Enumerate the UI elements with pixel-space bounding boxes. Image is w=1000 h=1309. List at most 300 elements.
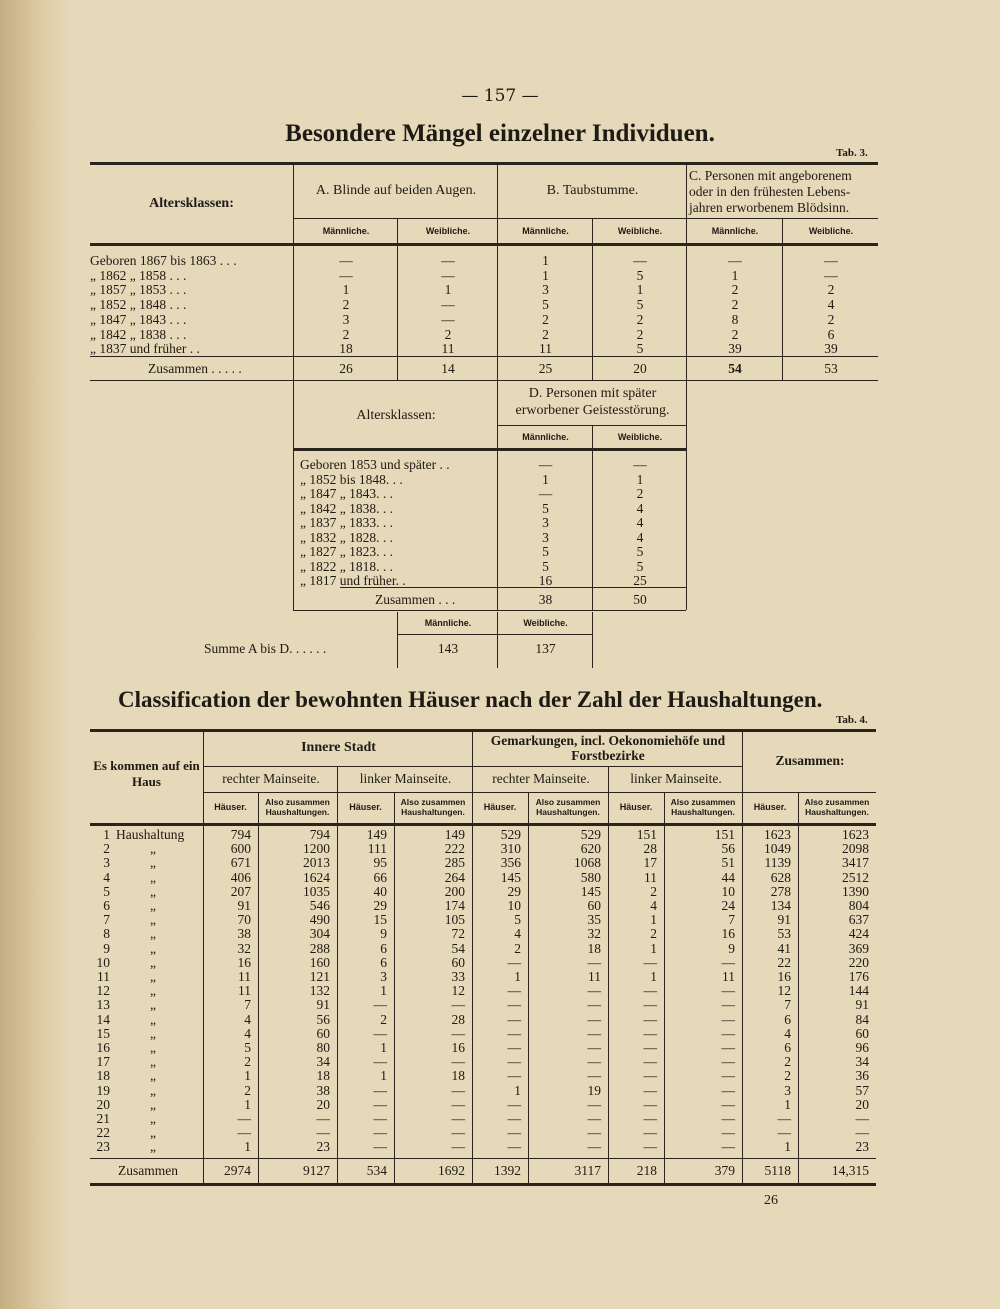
table4-cell: — [507, 983, 521, 999]
table4-cell: — [451, 1082, 465, 1098]
table4-cell: 60 [587, 898, 601, 913]
table3-cell: 2 [827, 311, 835, 327]
table4-cell: — [643, 983, 657, 999]
table4-cell: — [451, 1025, 465, 1041]
table4-cell: 5 [244, 1040, 251, 1055]
table4-cell: — [373, 1111, 387, 1126]
table4-cell: 35 [587, 912, 601, 928]
sum-male-value: 143 [437, 641, 459, 656]
table4-row-number: 20 [96, 1096, 110, 1112]
table4-cell: 4 [784, 1025, 791, 1041]
table4-cell: 18 [316, 1068, 330, 1084]
table3-cell: — [824, 267, 838, 283]
table4-cell: 23 [316, 1139, 330, 1155]
table4-cell: 1 [514, 1082, 521, 1098]
table4-cell: — [777, 1125, 791, 1141]
table4-cell: 145 [580, 883, 601, 899]
table4-total-cell: 2974 [224, 1163, 251, 1178]
table4-cell: — [777, 1111, 791, 1126]
table4-cell: 671 [230, 855, 251, 871]
table4-cell: 7 [784, 997, 791, 1013]
table4-cell: 91 [855, 997, 869, 1013]
table4-cell: 406 [230, 869, 251, 885]
table4-cell: 20 [855, 1096, 869, 1112]
table4-cell: 6 [784, 1011, 791, 1027]
table4-cell: — [507, 1011, 521, 1027]
table4-cell: 57 [855, 1082, 869, 1098]
table4-cell: 1390 [842, 883, 869, 899]
table4-cell: — [507, 1096, 521, 1112]
col-haeuser-header: Häuser. [753, 802, 787, 812]
inner-right-side: rechter Mainseite. [222, 771, 320, 786]
table4-cell: 200 [444, 883, 465, 899]
table3d-row-label: Geboren 1853 und später . . [300, 457, 450, 472]
table4-cell: 17 [643, 855, 657, 871]
table3d-cell: 16 [538, 573, 553, 588]
table4-row-number: 18 [96, 1068, 110, 1084]
table4-cell: 1035 [303, 883, 330, 899]
table4-cell: 2 [380, 1011, 387, 1027]
table4-cell: 9 [728, 940, 735, 956]
table3d-cell: — [633, 457, 647, 472]
table4-total-cell: 3117 [574, 1163, 601, 1178]
table4-row-unit: „ [150, 1040, 156, 1055]
table3-cell: 1 [444, 282, 452, 298]
table3d-cell: 4 [636, 529, 644, 545]
table4-row-unit: „ [150, 940, 156, 956]
table4-row-number: 7 [103, 912, 110, 928]
table4-cell: — [237, 1111, 251, 1126]
table4-cell: 12 [451, 983, 465, 999]
table3d-group: D. Personen mit später erworbener Geistesstörung. [515, 386, 670, 418]
table4-cell: 2013 [303, 855, 330, 871]
table4-cell: 1 [380, 1040, 387, 1055]
table4-row-number: 1 [103, 827, 110, 842]
table3d-cell: 4 [636, 515, 644, 530]
table4-cell: 356 [500, 855, 521, 871]
table4-cell: — [643, 1040, 657, 1055]
table4-cell: 600 [230, 841, 251, 857]
table3-cell: — [441, 267, 455, 283]
table4-cell: 96 [855, 1040, 869, 1055]
table3d-cell: 5 [542, 500, 549, 516]
table4-cell: 285 [444, 855, 465, 871]
table4-cell: 1623 [764, 827, 791, 842]
table3d-row-label: „ 1852 bis 1848. . . [300, 471, 403, 487]
table4-label: Tab. 4. [836, 714, 868, 726]
table3-cell: — [339, 253, 353, 268]
table4-cell: 3417 [842, 855, 869, 871]
table3-total-cell: 14 [441, 361, 455, 376]
table4-cell: 84 [855, 1011, 869, 1027]
table4-row-unit: „ [150, 1125, 156, 1141]
table4-cell: — [507, 1125, 521, 1141]
sub-male-b: Männliche. [522, 226, 569, 236]
sub-male-c: Männliche. [711, 226, 759, 236]
table4-cell: — [643, 1111, 657, 1126]
table4-cell: 529 [580, 827, 601, 842]
page-number: — 157 — [461, 86, 539, 106]
table4-row-number: 3 [103, 855, 110, 871]
table4-cell: — [587, 1111, 601, 1126]
sub-female-a: Weibliche. [425, 226, 471, 236]
table4-cell: — [721, 1040, 735, 1055]
table4-cell: 16 [237, 954, 251, 970]
table4-cell: 32 [587, 926, 601, 942]
table4-cell: 34 [316, 1054, 330, 1070]
table4-cell: 264 [444, 869, 465, 885]
table3-cell: 2 [444, 326, 452, 342]
table4-cell: — [643, 1096, 657, 1112]
table4-cell: — [373, 1139, 387, 1155]
table4-cell: — [587, 1040, 601, 1055]
table4-cell: 1624 [303, 869, 330, 885]
table4-cell: — [316, 1111, 330, 1126]
table4-cell: 149 [366, 827, 387, 842]
table4-cell: 1 [244, 1096, 251, 1112]
table4-cell: — [643, 1139, 657, 1155]
table4-cell: 9 [380, 926, 387, 942]
table4-cell: 490 [309, 912, 330, 928]
table4-cell: — [643, 997, 657, 1013]
table4-cell: 18 [587, 940, 601, 956]
table3-cell: — [441, 297, 455, 313]
table3d-cell: 5 [542, 544, 549, 559]
table4-cell: — [587, 983, 601, 999]
table3-cell: 2 [731, 326, 739, 342]
col-haeuser-header: Häuser. [214, 802, 247, 812]
table4-cell: 60 [451, 954, 465, 970]
table4-cell: 72 [451, 926, 465, 942]
table4-cell: 794 [309, 827, 330, 842]
table4-cell: — [587, 997, 601, 1013]
table4-row-unit: „ [150, 926, 156, 942]
table4-cell: 2 [650, 926, 657, 942]
table4-cell: 11 [588, 969, 601, 984]
table4-cell: 60 [855, 1025, 869, 1041]
table4-cell: 91 [316, 997, 330, 1013]
table3-cell: 3 [342, 311, 350, 327]
table4-cell: 4 [650, 898, 657, 913]
table4-row-number: 2 [103, 841, 110, 857]
table4-cell: 1 [650, 912, 657, 928]
table4-cell: 4 [244, 1025, 251, 1041]
table3d-cell: — [538, 457, 553, 472]
table4-cell: 4 [244, 1011, 251, 1027]
table4-cell: 66 [373, 869, 387, 885]
table4-row-number: 16 [96, 1040, 110, 1055]
table4-cell: — [373, 1054, 387, 1070]
table4-cell: 29 [507, 883, 521, 899]
table4-row-header: Es kommen auf ein Haus [93, 758, 200, 789]
table4-cell: — [721, 1068, 735, 1084]
table4-row-unit: „ [150, 898, 156, 913]
table4-row-number: 13 [96, 997, 110, 1013]
table4-cell: 151 [636, 827, 657, 842]
table4-row-unit: „ [150, 1025, 156, 1041]
table4-cell: 5 [514, 912, 521, 928]
table4-cell: 546 [309, 898, 330, 913]
table3-cell: — [441, 253, 455, 268]
table4-cell: 1 [244, 1139, 251, 1155]
table4-cell: 60 [316, 1025, 330, 1041]
table3-cell: 11 [441, 341, 455, 357]
table4-cell: — [373, 997, 387, 1013]
gem-right-side: rechter Mainseite. [492, 771, 590, 786]
sub-female-b: Weibliche. [617, 226, 663, 236]
table4-cell: — [451, 1111, 465, 1126]
table4-cell: 53 [777, 926, 791, 942]
table4-cell: 151 [714, 827, 735, 842]
table3-cell: 2 [342, 326, 350, 342]
table3-cell: 39 [728, 341, 742, 357]
table4-cell: 6 [380, 940, 387, 956]
table4-cell: 34 [855, 1054, 869, 1070]
table4-cell: 149 [444, 827, 465, 842]
table4-cell: 28 [643, 841, 657, 857]
table3d-row-label: „ 1847 „ 1843. . . [300, 486, 393, 501]
table3d-total-label: Zusammen . . . [375, 592, 456, 607]
table3-total-cell: 25 [538, 361, 553, 376]
table4-cell: 111 [367, 841, 387, 857]
page-edge-shadow [0, 0, 70, 1309]
table3-cell: 2 [542, 326, 549, 342]
table4-total-cell: 9127 [303, 1163, 330, 1178]
table3-total-label: Zusammen . . . . . [148, 361, 242, 376]
table4-cell: 1049 [764, 841, 791, 857]
table3-cell: 1 [542, 267, 549, 283]
table3d-cell: 25 [633, 573, 647, 588]
table4-cell: 2 [650, 883, 657, 899]
table4-cell: — [643, 1054, 657, 1070]
table4-row-number: 15 [96, 1025, 110, 1041]
sum-sub-female: Weibliche. [523, 618, 568, 628]
table4-total-cell: 534 [366, 1163, 387, 1178]
table4-row-number: 11 [97, 969, 110, 984]
table4-cell: 2 [784, 1054, 791, 1070]
table4-row-unit: „ [150, 997, 156, 1013]
table3-cell: 2 [342, 297, 350, 313]
table4-cell: 91 [237, 898, 251, 913]
table4-cell: 424 [848, 926, 869, 942]
table4-cell: 310 [500, 841, 521, 857]
table4-cell: — [587, 1139, 601, 1155]
table4-cell: — [237, 1125, 251, 1141]
table3-label: Tab. 3. [836, 147, 868, 159]
table3d-cell: 4 [636, 500, 644, 516]
table4-row-unit: „ [150, 841, 156, 857]
table4-cell: 620 [580, 841, 601, 857]
table4-cell: — [507, 1111, 521, 1126]
table4-cell: 174 [444, 898, 465, 913]
table4-cell: 1139 [764, 855, 791, 871]
table4-cell: — [507, 997, 521, 1013]
table4-row-unit: Haushaltung [116, 827, 185, 842]
table4-row-unit: „ [150, 912, 156, 928]
table4-cell: 628 [770, 869, 791, 885]
table4-cell: — [373, 1096, 387, 1112]
table3-total-cell: 26 [339, 361, 353, 376]
table4-cell: — [587, 1025, 601, 1041]
table3-cell: 3 [542, 282, 549, 298]
table4-cell: 22 [777, 954, 791, 970]
table4-group-gem: Gemarkungen, incl. Oekonomiehöfe und Forstbezirke [490, 733, 726, 763]
table3-row-label: „ 1862 „ 1858 . . . [90, 267, 187, 283]
table4-cell: — [507, 954, 521, 970]
table4-cell: 40 [373, 883, 387, 899]
table3-row-label: „ 1857 „ 1853 . . . [90, 282, 187, 298]
table3-cell: 11 [539, 341, 552, 357]
table4-cell: 33 [451, 969, 465, 984]
table4-row-number: 5 [103, 883, 110, 899]
col-haeuser-header: Häuser. [619, 802, 653, 812]
table4-cell: 16 [451, 1040, 465, 1055]
table4-cell: 1623 [842, 827, 869, 842]
table4-cell: — [643, 1125, 657, 1141]
table3-total-cell: 53 [824, 361, 838, 376]
table3d-total-cell: 50 [633, 592, 647, 607]
table3-cell: 5 [636, 267, 644, 283]
table4-cell: 121 [309, 969, 330, 984]
table4-row-number: 9 [103, 940, 110, 956]
table4-row-unit: „ [150, 1011, 156, 1027]
table4-cell: 1 [514, 969, 521, 984]
table4-cell: 28 [451, 1011, 465, 1027]
table3d-row-label: „ 1832 „ 1828. . . [300, 529, 393, 545]
table4-cell: — [721, 1082, 735, 1098]
table3-row-label: „ 1837 und früher . . [90, 341, 200, 357]
table4-cell: 54 [451, 940, 465, 956]
table4-cell: 24 [721, 898, 735, 913]
table4-cell: 105 [444, 912, 465, 928]
table3-cell: 6 [827, 326, 835, 342]
table4-cell: 19 [587, 1082, 601, 1098]
table4-cell: — [643, 1025, 657, 1041]
table4-cell: 36 [855, 1068, 869, 1084]
table3-cell: 2 [731, 282, 739, 298]
table4-cell: — [507, 1054, 521, 1070]
table4-cell: 15 [373, 912, 387, 928]
table4-cell: — [643, 1082, 657, 1098]
table4-row-number: 19 [96, 1082, 110, 1098]
table4-row-unit: „ [150, 1096, 156, 1112]
table4-cell: 7 [244, 997, 251, 1013]
table3d-sub-female: Weibliche. [617, 432, 663, 442]
table4-cell: 38 [237, 926, 251, 942]
table4-cell: 10 [721, 883, 735, 899]
table3-row-label: „ 1852 „ 1848 . . . [90, 297, 187, 313]
table3d-row-label: „ 1827 „ 1823. . . [300, 544, 393, 559]
table3-cell: 1 [542, 253, 549, 268]
table4-cell: — [587, 1068, 601, 1084]
table4-row-unit: „ [150, 1068, 156, 1084]
table4-cell: 1 [650, 969, 657, 984]
table4-cell: 2512 [842, 869, 869, 885]
table4-cell: 56 [721, 841, 735, 857]
table4-group-total: Zusammen: [775, 753, 845, 768]
page-footer-number: 26 [764, 1193, 778, 1208]
table3d-cell: 1 [636, 471, 644, 487]
table3-cell: 2 [827, 282, 835, 298]
table3d-cell: 5 [636, 558, 644, 574]
table3-cell: 2 [542, 311, 549, 327]
table3d-row-label: „ 1837 „ 1833. . . [300, 515, 393, 530]
table4-cell: 3 [784, 1082, 791, 1098]
table3-total-cell: 20 [633, 361, 647, 376]
table3-cell: 8 [731, 311, 739, 327]
col-haeuser-header: Häuser. [483, 802, 517, 812]
table3-cell: 5 [636, 341, 644, 357]
table4-cell: 222 [444, 841, 465, 857]
table4-cell: — [316, 1125, 330, 1141]
table4-total-cell: 5118 [764, 1163, 791, 1178]
table4-cell: 70 [237, 912, 251, 928]
table3-cell: 1 [731, 267, 739, 283]
table3-cell: — [633, 253, 647, 268]
col-haushaltungen-header: Also zusammen Haushaltungen. [400, 797, 466, 817]
table4-cell: 38 [316, 1082, 330, 1098]
table3-cell: — [824, 253, 838, 268]
table4-cell: 12 [777, 983, 791, 999]
table3-total-cell: 54 [728, 361, 742, 376]
table3-cell: — [441, 311, 455, 327]
table4-cell: — [721, 1054, 735, 1070]
table4-cell: 80 [316, 1040, 330, 1055]
table3-cell: 4 [827, 297, 835, 313]
table4-cell: 3 [380, 969, 387, 984]
table4-cell: 16 [721, 926, 735, 942]
sub-female-c: Weibliche. [808, 226, 854, 236]
table4-cell: 1 [244, 1068, 251, 1084]
table4-cell: 20 [316, 1096, 330, 1112]
col-haushaltungen-header: Also zusammen Haushaltungen. [265, 797, 330, 817]
table4-row-number: 14 [96, 1011, 110, 1027]
table4-cell: — [721, 1125, 735, 1141]
table4-cell: — [507, 1040, 521, 1055]
table4-cell: 1200 [303, 841, 330, 857]
table3-cell: 2 [636, 326, 644, 342]
table4-cell: — [721, 1025, 735, 1041]
table4-cell: — [373, 1025, 387, 1041]
table3d-cell: 5 [542, 558, 549, 574]
sum-label: Summe A bis D. . . . . . [204, 641, 327, 656]
table4-total-cell: 218 [636, 1163, 657, 1178]
table4-row-unit: „ [150, 869, 156, 885]
table4-row-number: 8 [103, 926, 110, 942]
table4-cell: — [451, 1096, 465, 1112]
table4-cell: 794 [230, 827, 251, 842]
table4-cell: 1 [784, 1139, 791, 1155]
table3-cell: — [728, 253, 742, 268]
table3-title: Besondere Mängel einzelner Individuen. [285, 120, 715, 147]
table4-cell: 1 [650, 940, 657, 956]
table4-cell: 804 [848, 898, 869, 913]
table3d-row-header: Altersklassen: [356, 408, 436, 423]
table3-row-header: Altersklassen: [149, 196, 234, 211]
table4-row-unit: „ [150, 1111, 156, 1126]
table4-cell: 6 [784, 1040, 791, 1055]
table4-cell: 207 [230, 883, 251, 899]
sum-female-value: 137 [535, 641, 556, 656]
table3d-cell: 1 [542, 471, 549, 487]
table4-cell: 580 [580, 869, 601, 885]
table4-cell: 11 [238, 983, 251, 999]
table4-row-number: 4 [103, 869, 110, 885]
table4-cell: — [721, 1011, 735, 1027]
table4-cell: — [587, 1125, 601, 1141]
table4-row-unit: „ [150, 1139, 156, 1155]
table4-row-unit: „ [150, 983, 156, 999]
